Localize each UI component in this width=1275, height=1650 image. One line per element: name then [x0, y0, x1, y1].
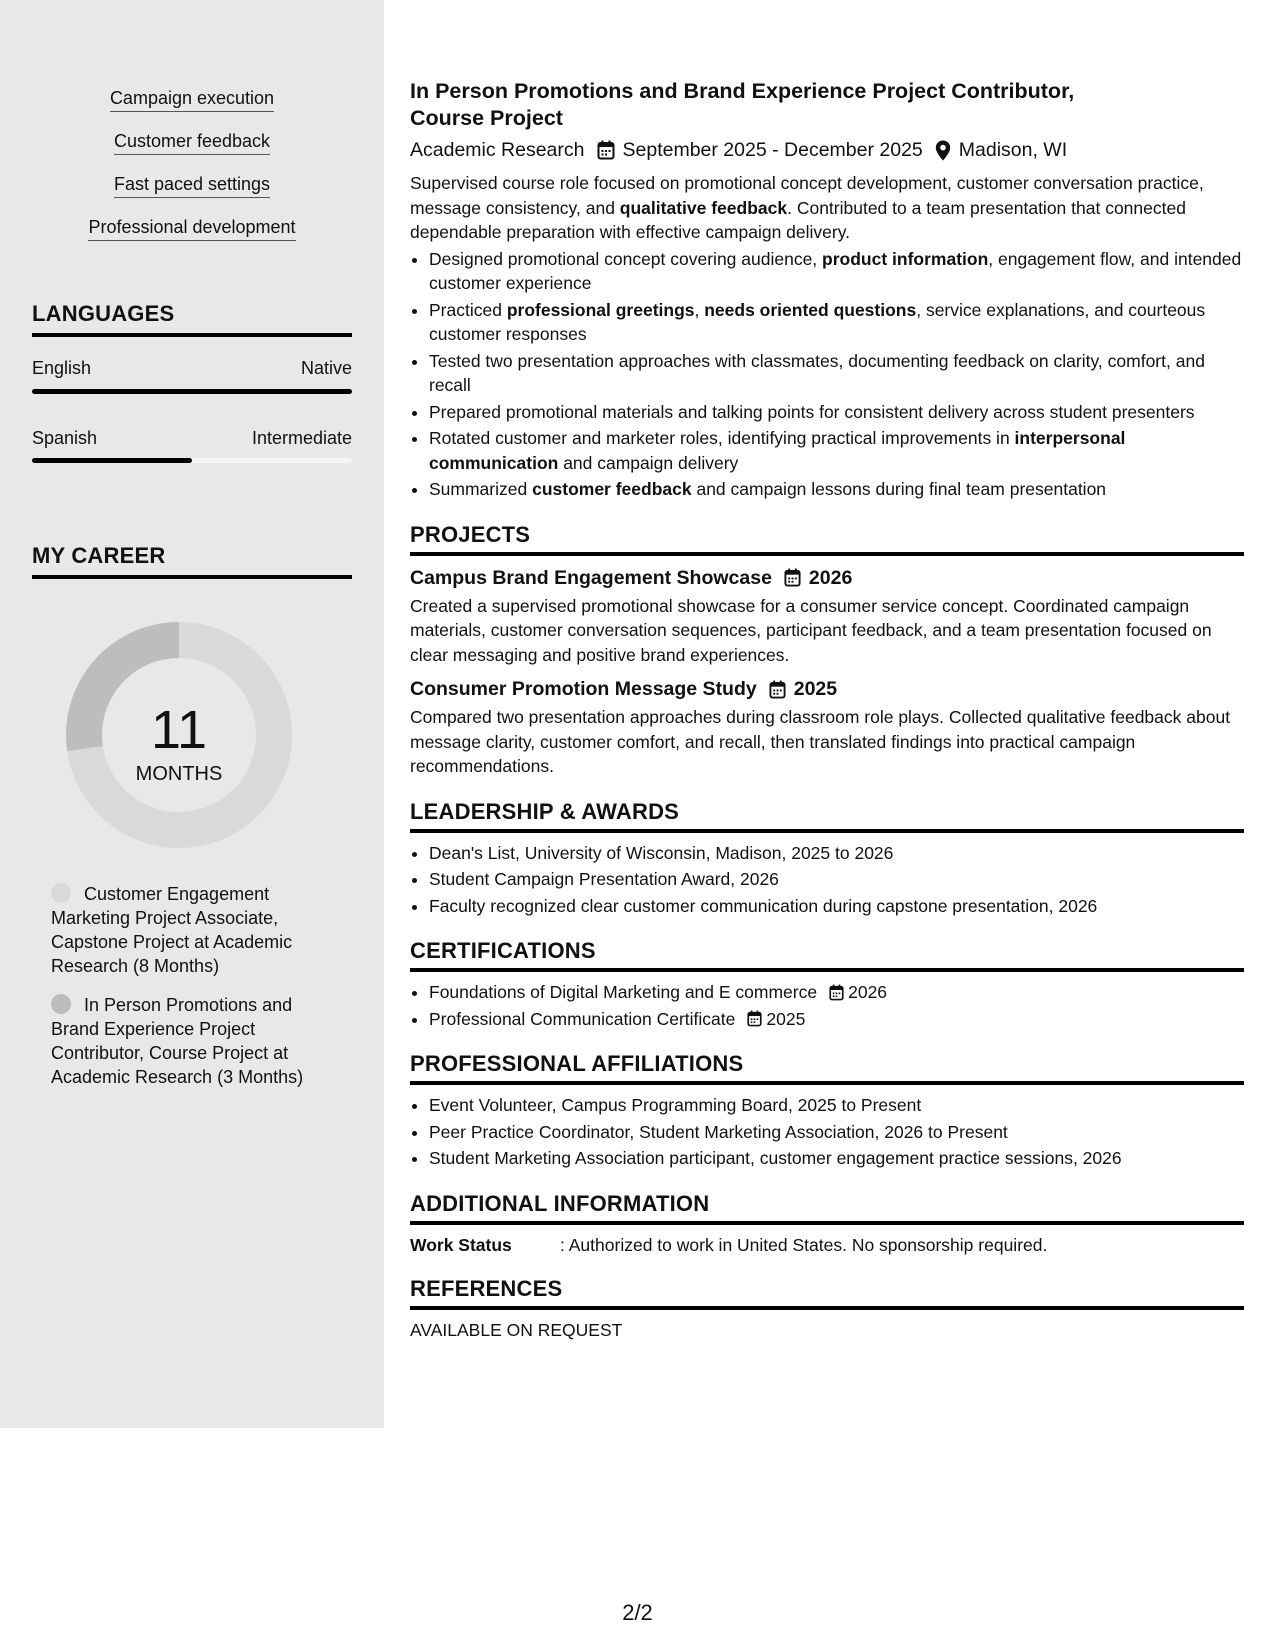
page-number: 2/2 [622, 1600, 653, 1625]
career-legend-item [51, 993, 321, 1089]
skills-list [0, 86, 384, 258]
list-item: • Peer Practice Coordinator, Student Marketing Association, 2026 to Present [429, 1120, 1244, 1145]
skill-item: Customer feedback [114, 129, 270, 155]
leadership-list [410, 841, 1244, 919]
project-year: 2026 [808, 566, 853, 589]
language-level: Intermediate [251, 428, 352, 448]
work-status-row [410, 1235, 1244, 1256]
text-run: Practiced [429, 299, 507, 320]
list-item: • Student Campaign Presentation Award, 2026 [429, 867, 1244, 892]
leadership-heading: LEADERSHIP & AWARDS [410, 799, 1244, 833]
project-description: Created a supervised promotional showcase for a consumer service concept. Coordinated campaign materials, customer conversation sequences, participant feedback, and a team presentation focused on clear messaging and positive brand experiences. [410, 595, 1212, 665]
project-title-row [410, 565, 1244, 591]
experience-location: Madison, WI [958, 139, 1068, 161]
language-row-spanish [32, 428, 352, 449]
bold-text: qualitative feedback [619, 197, 788, 218]
language-level: Native [300, 358, 352, 378]
project-description: Compared two presentation approaches during classroom role plays. Collected qualitative feedback about message clarity, customer comfort, and recall, then translated findings into practical campaign recommendations. [410, 707, 1231, 776]
certification-year: 2025 [766, 1008, 806, 1029]
calendar-icon [829, 984, 844, 1001]
list-item: • Student Marketing Association participant, customer engagement practice sessions, 2026 [429, 1146, 1244, 1171]
calendar-icon [769, 680, 786, 699]
certification-name: • Foundations of Digital Marketing and E commerce [429, 982, 818, 1002]
career-donut-chart [66, 622, 292, 848]
bold-text: professional greetings [506, 299, 695, 320]
bold-text: interpersonal communication [429, 428, 1126, 473]
language-bar-fill [32, 389, 352, 394]
career-total-value: 11 [150, 700, 208, 760]
text-run: , engagement flow, and intended customer experience [429, 248, 1242, 293]
bold-text: needs oriented questions [704, 299, 917, 320]
languages-heading: LANGUAGES [32, 301, 352, 337]
skill-item: Professional development [88, 215, 295, 241]
calendar-icon [747, 1010, 762, 1027]
sidebar [0, 0, 384, 1428]
list-item [429, 980, 1244, 1005]
language-row-english [32, 358, 352, 379]
text-run: Tested two presentation approaches with classmates, documenting feedback on clarity, comfort, and recall [429, 350, 1205, 395]
calendar-icon [784, 568, 801, 587]
map-pin-icon [935, 140, 951, 161]
project-title: Consumer Promotion Message Study [410, 678, 757, 700]
experience-title: In Person Promotions and Brand Experience Project Contributor, Course Project [410, 79, 1075, 130]
text-run: and campaign lessons during final team presentation [691, 479, 1107, 499]
text-run: Rotated customer and marketer roles, identifying practical improvements in [429, 428, 1015, 448]
certifications-heading: CERTIFICATIONS [410, 938, 1244, 972]
career-total-unit: MONTHS [135, 763, 223, 785]
list-item: • Dean's List, University of Wisconsin, Madison, 2025 to 2026 [429, 841, 1244, 866]
certification-year: 2026 [848, 982, 888, 1002]
project-year: 2025 [793, 678, 838, 700]
affiliations-list [410, 1093, 1244, 1171]
experience-meta [410, 137, 1244, 163]
experience-organization: Academic Research [410, 139, 585, 161]
experience-summary [410, 171, 1244, 245]
language-name: Spanish [32, 428, 98, 448]
project-title-row [410, 676, 1244, 702]
calendar-icon [597, 140, 615, 160]
experience-bullet [429, 400, 1244, 425]
text-run: and campaign delivery [558, 452, 739, 473]
text-run: , service explanations, and courteous customer responses [429, 299, 1206, 344]
project-title: Campus Brand Engagement Showcase [410, 566, 772, 589]
text-run: Prepared promotional materials and talking points for consistent delivery across student presenters [429, 401, 1195, 422]
references-heading: REFERENCES [410, 1276, 1244, 1310]
work-status-value: : Authorized to work in United States. No sponsorship required. [560, 1234, 1048, 1255]
affiliations-heading: PROFESSIONAL AFFILIATIONS [410, 1051, 1244, 1085]
language-bar-spanish [32, 458, 352, 463]
list-item [429, 1007, 1244, 1032]
text-run: Designed promotional concept covering audience, [429, 248, 823, 269]
experience-bullet [429, 247, 1244, 296]
experience-bullet [429, 426, 1244, 475]
additional-info-heading: ADDITIONAL INFORMATION [410, 1191, 1244, 1225]
main-content [410, 78, 1244, 1341]
language-bar-english [32, 389, 352, 394]
certifications-list [410, 980, 1244, 1031]
language-name: English [32, 358, 92, 378]
list-item: • Event Volunteer, Campus Programming Board, 2025 to Present [429, 1093, 1244, 1118]
skill-item: Campaign execution [110, 86, 274, 112]
legend-dot [51, 994, 71, 1014]
certification-name: • Professional Communication Certificate [429, 1008, 736, 1029]
language-bar-fill [32, 458, 192, 463]
career-heading: MY CAREER [32, 543, 352, 579]
experience-bullet [429, 349, 1244, 398]
bold-text: product information [822, 248, 989, 269]
bold-text: customer feedback [532, 479, 692, 499]
text-run: Summarized [429, 479, 533, 499]
text-run: Supervised course role focused on promotional concept development, customer conversation practice, message consistency, and [410, 173, 1204, 218]
career-legend-text: Customer Engagement Marketing Project Associate, Capstone Project at Academic Research (8 Months) [51, 884, 293, 976]
experience-bullet [429, 477, 1244, 502]
experience-bullet [429, 298, 1244, 347]
work-status-label: Work Status [410, 1234, 512, 1255]
legend-dot [51, 883, 71, 903]
career-legend-item [51, 882, 321, 978]
experience-bullets [410, 247, 1244, 502]
text-run: . Contributed to a team presentation that connected dependable preparation with effective campaign delivery. [410, 197, 1186, 242]
experience-dates: September 2025 - December 2025 [622, 139, 923, 161]
text-run: , [694, 299, 705, 320]
references-text: AVAILABLE ON REQUEST [410, 1319, 623, 1340]
skill-item: Fast paced settings [114, 172, 270, 198]
career-legend-text: In Person Promotions and Brand Experience Project Contributor, Course Project at Academic Research (3 Months) [51, 995, 304, 1087]
projects-heading: PROJECTS [410, 522, 1244, 556]
list-item: • Faculty recognized clear customer communication during capstone presentation, 2026 [429, 894, 1244, 919]
